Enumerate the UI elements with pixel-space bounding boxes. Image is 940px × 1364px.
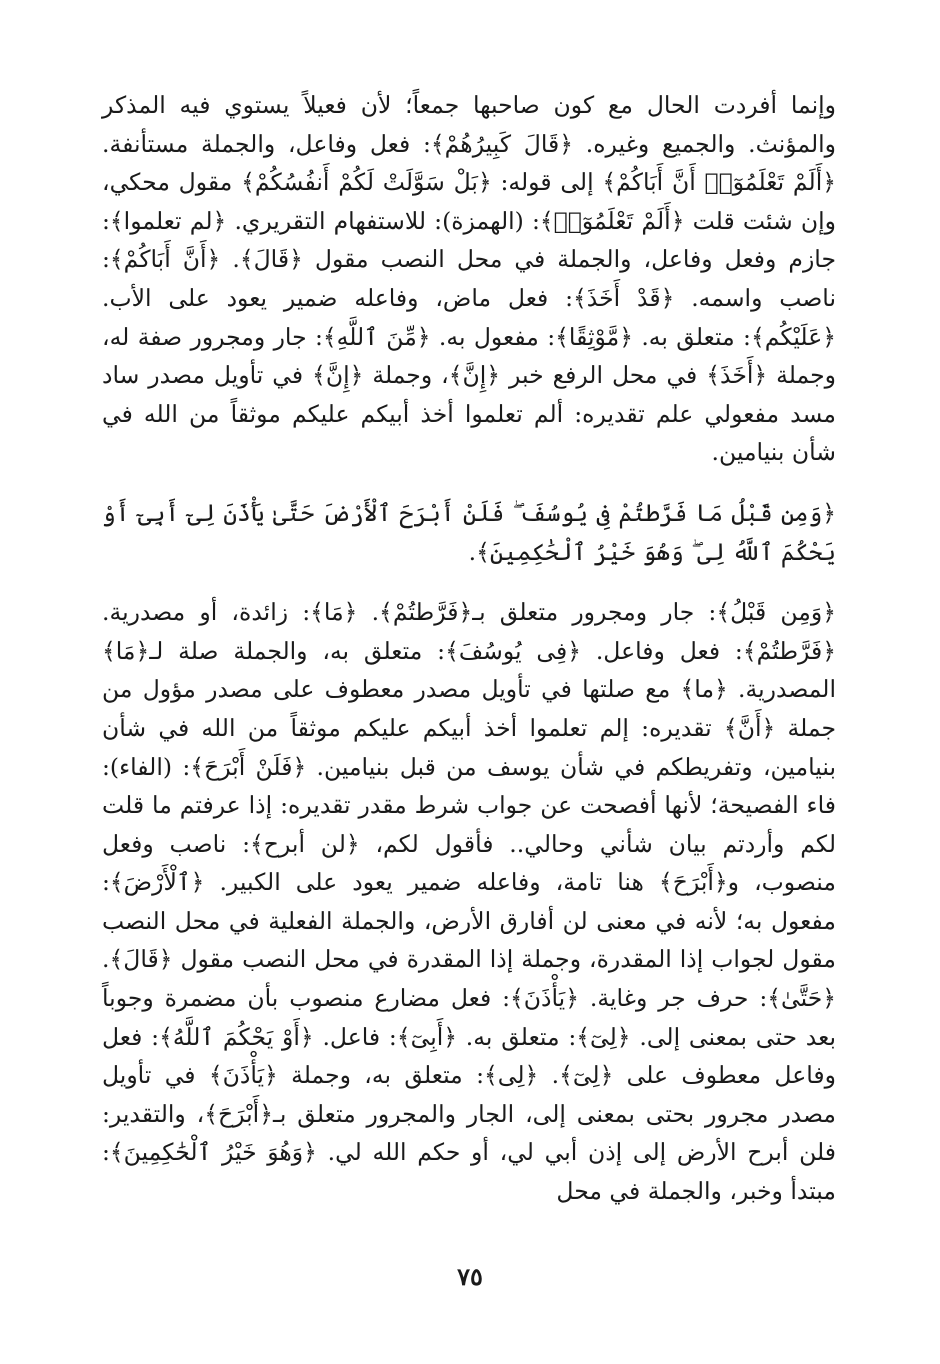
paragraph-2: ﴿وَمِن قَبْلُ﴾: جار ومجرور متعلق بـ﴿فَرَّطتُمْ﴾. ﴿مَا﴾: زائدة، أو مصدرية. ﴿فَرَّطتُمْ﴾: فعل وفاعل. ﴿فِى يُوسُفَ﴾: متعلق به، والجملة صلة لـ﴿مَا﴾ المصدرية. ﴿ما﴾ مع صلتها في تأويل مصدر معطوف على مصدر مؤول من جملة ﴿أَنَّ﴾ تقديره: إلم تعلموا أخذ أبيكم عليكم موثقاً من الله في شأن بنيامين، وتفريطكم في شأن يوسف من قبل بنيامين. ﴿فَلَنْ أَبْرَحَ﴾: (الفاء): فاء الفصيحة؛ لأنها أفصحت عن جواب شرط مقدر تقديره: إذا عرفتم ما قلت لكم وأردتم بيان شأني وحالي.. فأقول لكم، ﴿لن أبرح﴾: ناصب وفعل منصوب، و﴿أَبْرَحَ﴾ هنا تامة، وفاعله ضمير يعود على الكبير. ﴿ٱلْأَرْضَ﴾: مفعول به؛ لأنه في معنى لن أفارق الأرض، والجملة الفعلية في محل النصب مقول لجواب إذا المقدرة، وجملة إذا المقدرة في محل النصب مقول ﴿قَالَ﴾. ﴿حَتَّىٰ﴾: حرف جر وغاية. ﴿يَأْذَنَ﴾: فعل مضارع منصوب بأن مضمرة وجوباً بعد حتى بمعنى إلى. ﴿لِىٓ﴾: متعلق به. ﴿أَبِىٓ﴾: فاعل. ﴿أَوْ يَحْكُمَ ٱللَّهُ﴾: فعل وفاعل معطوف على ﴿لِىٓ﴾. ﴿لِى﴾: متعلق به، وجملة ﴿يَأْذَنَ﴾ في تأويل مصدر مجرور بحتى بمعنى إلى، الجار والمجرور متعلق بـ﴿أَبْرَحَ﴾، والتقدير: فلن أبرح الأرض إلى إذن أبي لي، أو حكم الله لي. ﴿وَهُوَ خَيْرُ ٱلْحَٰكِمِينَ﴾: مبتدأ وخبر، والجملة في محل	[102, 598, 836, 1206]
paragraph-1: وإنما أفردت الحال مع كون صاحبها جمعاً؛ لأن فعيلاً يستوي فيه المذكر والمؤنث. والجميع وغيره. ﴿قَالَ كَبِيرُهُمْ﴾: فعل وفاعل، والجملة مستأنفة. ﴿أَلَمْ تَعْلَمُوٓا۟ أَنَّ أَبَاكُمْ﴾ إلى قوله: ﴿بَلْ سَوَّلَتْ لَكُمْ أَنفُسُكُمْ﴾ مقول محكي، وإن شئت قلت ﴿أَلَمْ تَعْلَمُوٓا۟﴾: (الهمزة): للاستفهام التقريري. ﴿لم تعلموا﴾: جازم وفعل وفاعل، والجملة في محل النصب مقول ﴿قَالَ﴾. ﴿أَنَّ أَبَاكُمْ﴾: ناصب واسمه. ﴿قَدْ أَخَذَ﴾: فعل ماض، وفاعله ضمير يعود على الأب. ﴿عَلَيْكُم﴾: متعلق به. ﴿مَّوْثِقًا﴾: مفعول به. ﴿مِّنَ ٱللَّهِ﴾: جار ومجرور صفة له، وجملة ﴿أَخَذَ﴾ في محل الرفع خبر ﴿إِنَّ﴾، وجملة ﴿إِنَّ﴾ في تأويل مصدر ساد مسد مفعولي علم تقديره: ألم تعلموا أخذ أبيكم عليكم موثقاً من الله في شأن بنيامين.	[102, 91, 836, 467]
page-number: ٧٥	[457, 1262, 483, 1291]
quran-verse: ﴿وَمِن قَبْلُ مَا فَرَّطتُمْ فِى يُوسُفَ ۖ فَلَنْ أَبْرَحَ ٱلْأَرْضَ حَتَّىٰ يَأْذَنَ لِىٓ أَبِىٓ أَوْ يَحْكُمَ ٱللَّهُ لِى ۖ وَهُوَ خَيْرُ ٱلْحَٰكِمِينَ﴾.	[102, 498, 836, 566]
